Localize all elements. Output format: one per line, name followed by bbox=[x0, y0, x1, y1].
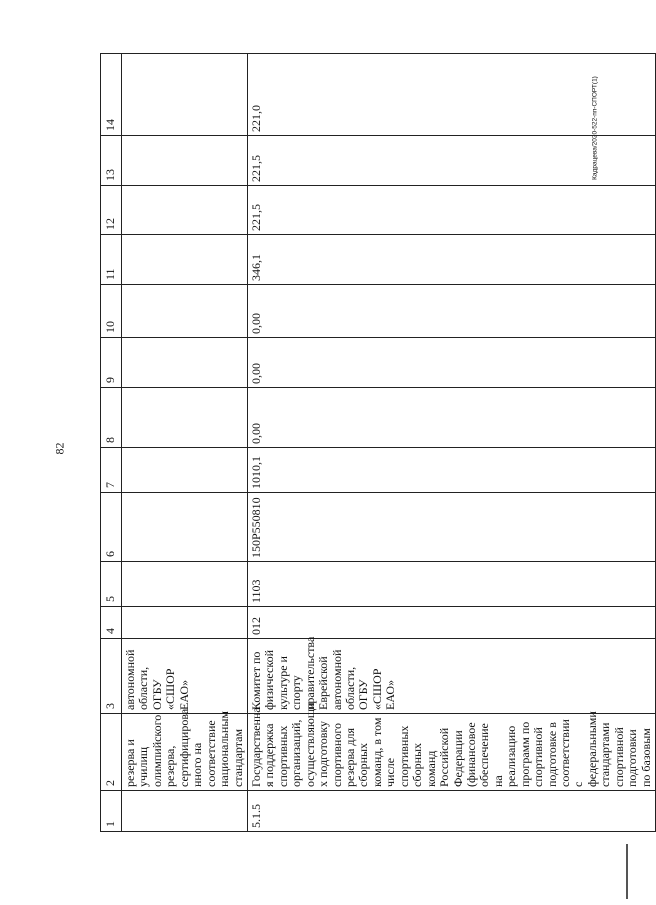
header-cell: 11 bbox=[101, 235, 122, 285]
header-row bbox=[101, 54, 122, 832]
header-cell: 12 bbox=[101, 186, 122, 235]
scan-margin-line bbox=[626, 844, 628, 899]
document-code: Кадрацева/2020-522-пп-СПОРТ(1) bbox=[591, 76, 599, 180]
header-cell: 8 bbox=[101, 388, 122, 448]
header-cell: 5 bbox=[101, 562, 122, 607]
cell-number bbox=[122, 791, 248, 832]
cell-value bbox=[122, 54, 248, 136]
header-cell: 13 bbox=[101, 136, 122, 186]
cell-value: 012 bbox=[247, 607, 655, 639]
cell-value: 221,5 bbox=[247, 186, 655, 235]
cell-value: 0,00 bbox=[247, 338, 655, 388]
page-number: 82 bbox=[52, 442, 67, 454]
header-cell: 7 bbox=[101, 448, 122, 493]
header-cell: 4 bbox=[101, 607, 122, 639]
cell-value bbox=[122, 388, 248, 448]
cell-value: 0,00 bbox=[247, 388, 655, 448]
cell-value bbox=[122, 562, 248, 607]
header-cell: 1 bbox=[101, 791, 122, 832]
budget-table bbox=[100, 53, 656, 832]
cell-value bbox=[122, 235, 248, 285]
cell-value: 221,5 bbox=[247, 136, 655, 186]
header-cell: 6 bbox=[101, 493, 122, 562]
header-cell: 14 bbox=[101, 54, 122, 136]
cell-value bbox=[122, 493, 248, 562]
table-row bbox=[247, 54, 655, 832]
cell-value bbox=[122, 285, 248, 338]
header-cell: 2 bbox=[101, 714, 122, 791]
cell-number: 5.1.5 bbox=[247, 791, 655, 832]
cell-value: 0,00 bbox=[247, 285, 655, 338]
cell-value bbox=[122, 136, 248, 186]
header-cell: 10 bbox=[101, 285, 122, 338]
cell-value: 150P550810 bbox=[247, 493, 655, 562]
table-row bbox=[122, 54, 248, 832]
header-cell: 9 bbox=[101, 338, 122, 388]
cell-value bbox=[122, 338, 248, 388]
cell-value: 1010,1 bbox=[247, 448, 655, 493]
cell-value bbox=[122, 186, 248, 235]
cell-value: 1103 bbox=[247, 562, 655, 607]
cell-description: резерва и училищ олимпийского резерва, сертифицирова нного на соответствие национальным стандартам bbox=[122, 714, 248, 791]
cell-executor: Комитет по физической культуре и спорту правительства Еврейской автономной области, ОГБУ «СШОР ЕАО» bbox=[247, 639, 655, 714]
cell-description: Государственна я поддержка спортивных организаций, осуществляющи х подготовку спортивного резерва для сборных команд, в том числе спортивных сборных команд Российской Федерации (финансовое обеспечение на реализацию программ по спортивной подготовке в соответствии с федеральными стандартами спортивной подготовки по базовым bbox=[247, 714, 655, 791]
cell-value bbox=[122, 448, 248, 493]
cell-value: 346,1 bbox=[247, 235, 655, 285]
header-cell: 3 bbox=[101, 639, 122, 714]
cell-value bbox=[122, 607, 248, 639]
cell-value: 221,0 bbox=[247, 54, 655, 136]
cell-executor: автономной области, ОГБУ «СШОР ЕАО» bbox=[122, 639, 248, 714]
